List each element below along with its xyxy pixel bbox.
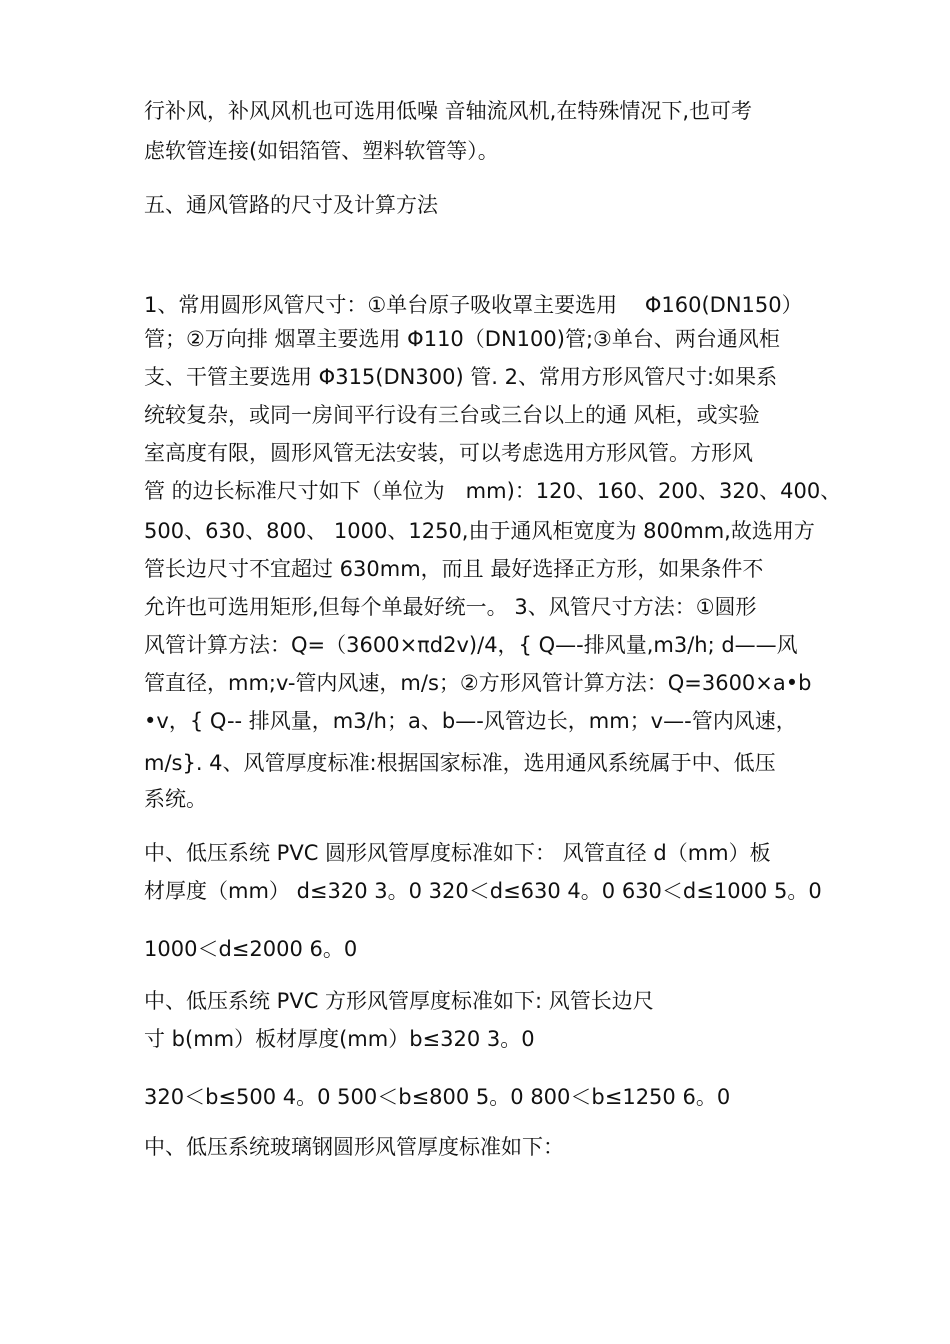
paragraph-line: 虑软管连接(如铝箔管、塑料软管等）。 xyxy=(144,139,499,163)
paragraph-line: 风管计算方法：Q=（3600×πd2v)/4，{ Q—-排风量,m3/h; d——风 xyxy=(144,633,798,657)
paragraph-line: 管长边尺寸不宜超过 630mm，而且 最好选择正方形，如果条件不 xyxy=(144,557,764,581)
section-heading: 五、通风管路的尺寸及计算方法 xyxy=(144,193,438,217)
paragraph-line: 系统。 xyxy=(144,787,207,811)
paragraph-line: 中、低压系统玻璃钢圆形风管厚度标准如下： xyxy=(144,1135,564,1159)
paragraph-line: 材厚度（mm） d≤320 3。0 320＜d≤630 4。0 630＜d≤1000 5。0 xyxy=(144,879,822,903)
paragraph-line: 支、干管主要选用 Φ315(DN300) 管. 2、常用方形风管尺寸:如果系 xyxy=(144,365,778,389)
paragraph-line: •v，{ Q-- 排风量，m3/h；a、b—-风管边长，mm；v—-管内风速， xyxy=(144,709,797,733)
paragraph-line: 1、常用圆形风管尺寸：①单台原子吸收罩主要选用 Φ160(DN150） xyxy=(144,293,803,317)
paragraph-line: 1000＜d≤2000 6。0 xyxy=(144,937,358,961)
paragraph-line: 中、低压系统 PVC 圆形风管厚度标准如下： 风管直径 d（mm）板 xyxy=(144,841,771,865)
paragraph-line: 管；②万向排 烟罩主要选用 Φ110（DN100)管;③单台、两台通风柜 xyxy=(144,327,780,351)
paragraph-line: 统较复杂，或同一房间平行设有三台或三台以上的通 风柜，或实验 xyxy=(144,403,760,427)
paragraph-line: 500、630、800、 1000、1250,由于通风柜宽度为 800mm,故选用方 xyxy=(144,519,815,543)
paragraph-line: 320＜b≤500 4。0 500＜b≤800 5。0 800＜b≤1250 6。0 xyxy=(144,1085,731,1109)
paragraph-line: 中、低压系统 PVC 方形风管厚度标准如下: 风管长边尺 xyxy=(144,989,654,1013)
paragraph-line: 室高度有限，圆形风管无法安装，可以考虑选用方形风管。方形风 xyxy=(144,441,753,465)
paragraph-line: m/s}. 4、风管厚度标准:根据国家标准，选用通风系统属于中、低压 xyxy=(144,751,776,775)
paragraph-line: 管直径，mm;v-管内风速，m/s；②方形风管计算方法：Q=3600×a•b xyxy=(144,671,812,695)
paragraph-line: 管 的边长标准尺寸如下（单位为 mm)：120、160、200、320、400、 xyxy=(144,479,842,503)
paragraph-line: 寸 b(mm）板材厚度(mm）b≤320 3。0 xyxy=(144,1027,535,1051)
paragraph-line: 行补风，补风风机也可选用低噪 音轴流风机,在特殊情况下,也可考 xyxy=(144,99,753,123)
paragraph-line: 允许也可选用矩形,但每个单最好统一。 3、风管尺寸方法：①圆形 xyxy=(144,595,757,619)
